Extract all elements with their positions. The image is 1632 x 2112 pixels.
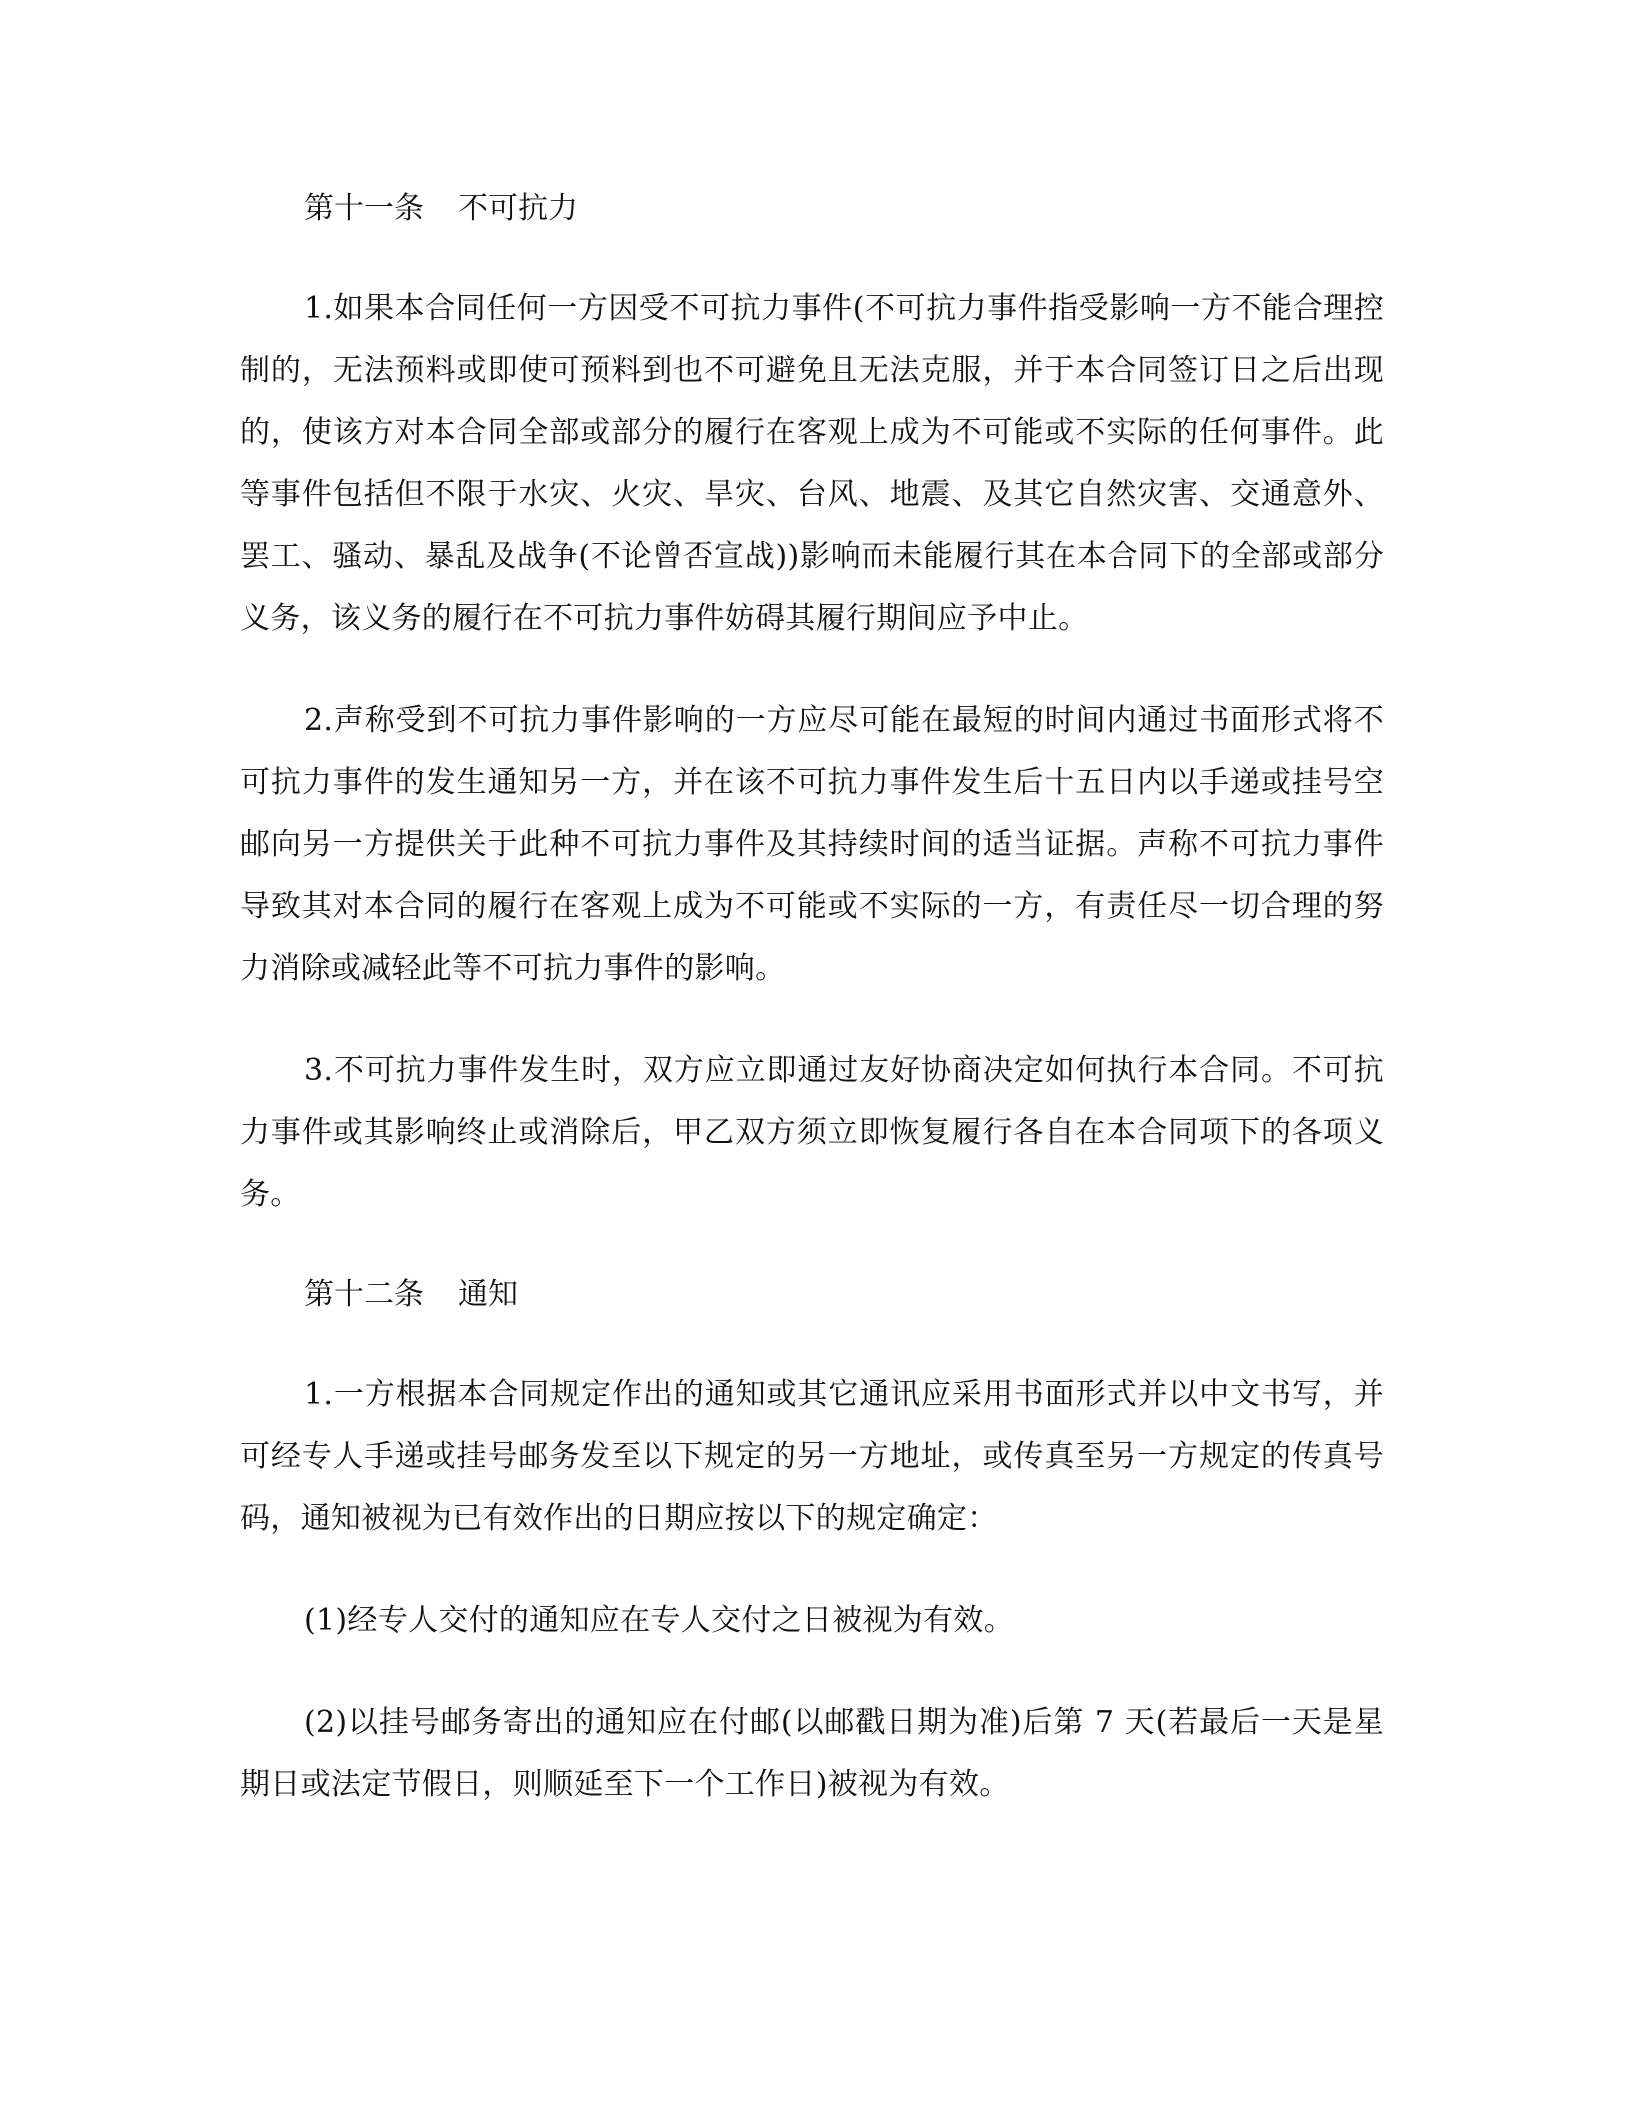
article-11-clause-2: 2.声称受到不可抗力事件影响的一方应尽可能在最短的时间内通过书面形式将不可抗力事件的发生通知另一方，并在该不可抗力事件发生后十五日内以手递或挂号空邮向另一方提供关于此种不可抗力事件及其持续时间的适当证据。声称不可抗力事件导致其对本合同的履行在客观上成为不可能或不实际的一方，有责任尽一切合理的努力消除或减轻此等不可抗力事件的影响。	[240, 703, 1384, 986]
article-11-clause-1: 1.如果本合同任何一方因受不可抗力事件(不可抗力事件指受影响一方不能合理控制的，无法预料或即使可预料到也不可避免且无法克服，并于本合同签订日之后出现的，使该方对本合同全部或部分的履行在客观上成为不可能或不实际的任何事件。此等事件包括但不限于水灾、火灾、旱灾、台风、地震、及其它自然灾害、交通意外、罢工、骚动、暴乱及战争(不论曾否宣战))影响而未能履行其在本合同下的全部或部分义务，该义务的履行在不可抗力事件妨碍其履行期间应予中止。	[240, 291, 1384, 636]
article-12-subclause-2: (2)以挂号邮务寄出的通知应在付邮(以邮戳日期为准)后第 7 天(若最后一天是星期日或法定节假日，则顺延至下一个工作日)被视为有效。	[240, 1705, 1384, 1802]
article-12-number: 第十二条	[304, 1277, 424, 1312]
article-12-subclause-1: (1)经专人交付的通知应在专人交付之日被视为有效。	[304, 1603, 1014, 1638]
article-12-heading	[240, 1274, 1384, 1316]
article-11-clause-3: 3.不可抗力事件发生时，双方应立即通过友好协商决定如何执行本合同。不可抗力事件或其影响终止或消除后，甲乙双方须立即恢复履行各自在本合同项下的各项义务。	[240, 1053, 1384, 1212]
article-11-title: 不可抗力	[458, 191, 578, 226]
article-12-title: 通知	[458, 1277, 518, 1312]
article-11-number: 第十一条	[304, 191, 424, 226]
document-body	[240, 188, 1384, 1816]
article-12-clause-1: 1.一方根据本合同规定作出的通知或其它通讯应采用书面形式并以中文书写，并可经专人手递或挂号邮务发至以下规定的另一方地址，或传真至另一方规定的传真号码，通知被视为已有效作出的日期应按以下的规定确定：	[240, 1377, 1384, 1536]
article-11-heading	[240, 188, 1384, 230]
